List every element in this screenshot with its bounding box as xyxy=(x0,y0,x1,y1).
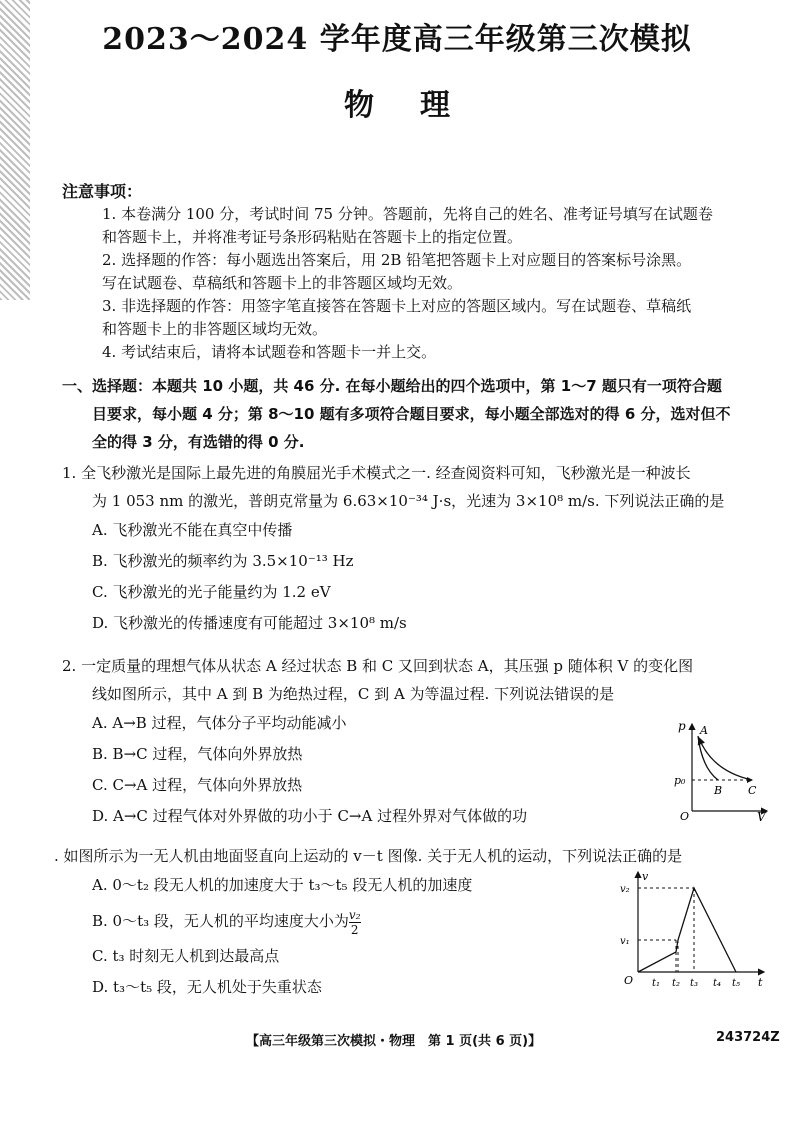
subject-title: 物理 xyxy=(344,88,496,123)
exam-title: 2023～2024 学年度高三年级第三次模拟 xyxy=(102,22,692,57)
notice-item: 4. 考试结束后，请将本试题卷和答题卡一并上交。 xyxy=(102,343,437,361)
vt-t1-label: t₁ xyxy=(652,978,661,989)
section-line: 全的得 3 分，有选错的得 0 分. xyxy=(92,433,305,451)
section-line: 目要求，每小题 4 分；第 8～10 题有多项符合题目要求，每小题全部选对的得 6 分，选对但不 xyxy=(92,405,731,423)
notice-item: 3. 非选择题的作答：用签字笔直接答在答题卡上对应的答题区域内。写在试题卷、草稿纸 xyxy=(102,297,692,315)
notice-item: 和答题卡上，并将准考证号条形码粘贴在答题卡上的指定位置。 xyxy=(102,228,523,246)
option-c: C. C→A 过程，气体向外界放热 xyxy=(92,776,303,794)
question-2 xyxy=(62,652,774,832)
pv-isotherm-curve xyxy=(699,738,752,780)
option-b: B. 飞秒激光的频率约为 3.5×10⁻¹³ Hz xyxy=(92,552,354,570)
notice-item: 和答题卡上的非答题区域均无效。 xyxy=(102,320,328,338)
option-d: D. 飞秒激光的传播速度有可能超过 3×10⁸ m/s xyxy=(92,614,407,632)
pv-point-a: A xyxy=(700,724,708,737)
vt-t3-label: t₃ xyxy=(690,978,699,989)
question-stem: . 如图所示为一无人机由地面竖直向上运动的 v－t 图像. 关于无人机的运动，下列说法正确的是 xyxy=(54,847,683,865)
notice-heading: 注意事项： xyxy=(62,182,143,201)
notice-item: 2. 选择题的作答：每小题选出答案后，用 2B 铅笔把答题卡上对应题目的答案标号涂黑。 xyxy=(102,251,692,269)
vt-v1-label: v₁ xyxy=(620,936,630,947)
option-b-text: B. 0～t₃ 段，无人机的平均速度大小为 xyxy=(92,912,349,930)
option-c: C. 飞秒激光的光子能量约为 1.2 eV xyxy=(92,583,331,601)
vt-x-label: t xyxy=(758,976,763,989)
option-d: D. t₃～t₅ 段，无人机处于失重状态 xyxy=(92,978,322,996)
vt-diagram xyxy=(618,868,768,992)
footer-code: 243724Z xyxy=(716,1030,780,1045)
section-line: 一、选择题：本题共 10 小题，共 46 分. 在每小题给出的四个选项中，第 1～7 题只有一项符合题 xyxy=(62,377,722,395)
question-stem: 线如图所示，其中 A 到 B 为绝热过程，C 到 A 为等温过程. 下列说法错误的是 xyxy=(92,685,615,703)
fraction-numerator: v₂ xyxy=(348,907,361,922)
vt-t5-label: t₅ xyxy=(732,978,741,989)
pv-point-c: C xyxy=(748,784,757,797)
pv-x-label: V xyxy=(757,810,766,821)
notice-item: 写在试题卷、草稿纸和答题卡上的非答题区域均无效。 xyxy=(102,274,463,292)
pv-diagram xyxy=(672,716,772,821)
vt-origin-label: O xyxy=(624,974,634,987)
fraction-denominator: 2 xyxy=(350,922,359,937)
pv-point-b: B xyxy=(714,784,723,797)
option-b: B. B→C 过程，气体向外界放热 xyxy=(92,745,303,763)
option-c: C. t₃ 时刻无人机到达最高点 xyxy=(92,947,280,965)
option-a: A. 0～t₂ 段无人机的加速度大于 t₃～t₅ 段无人机的加速度 xyxy=(92,876,473,894)
vt-y-label: v xyxy=(642,870,649,883)
question-1 xyxy=(62,459,774,639)
question-stem: 为 1 053 nm 的激光，普朗克常量为 6.63×10⁻³⁴ J·s，光速为 3×10⁸ m/s. 下列说法正确的是 xyxy=(92,492,725,510)
option-a: A. A→B 过程，气体分子平均动能减小 xyxy=(92,714,347,732)
notice-item: 1. 本卷满分 100 分，考试时间 75 分钟。答题前，先将自己的姓名、准考证号填写在试题卷 xyxy=(102,205,713,223)
question-stem: 1. 全飞秒激光是国际上最先进的角膜屈光手术模式之一. 经查阅资料可知，飞秒激光是一种波长 xyxy=(62,464,691,482)
pv-origin-label: O xyxy=(680,810,690,821)
fraction xyxy=(349,908,361,937)
option-a: A. 飞秒激光不能在真空中传播 xyxy=(92,521,293,539)
section-instructions xyxy=(62,372,774,456)
vt-t2-label: t₂ xyxy=(672,978,681,989)
option-d: D. A→C 过程气体对外界做的功小于 C→A 过程外界对气体做的功 xyxy=(92,807,528,825)
footer-page-info: 【高三年级第三次模拟・物理 第 1 页(共 6 页)】 xyxy=(246,1034,542,1049)
notice-block xyxy=(62,180,774,364)
pv-y-label: p xyxy=(678,719,686,733)
pv-p0-label: p₀ xyxy=(674,774,686,787)
vt-t4-label: t₄ xyxy=(713,978,722,989)
vt-v2-label: v₂ xyxy=(620,884,630,895)
question-stem: 2. 一定质量的理想气体从状态 A 经过状态 B 和 C 又回到状态 A，其压强 p 随体积 V 的变化图 xyxy=(62,657,694,675)
vt-graph-line xyxy=(638,888,736,972)
